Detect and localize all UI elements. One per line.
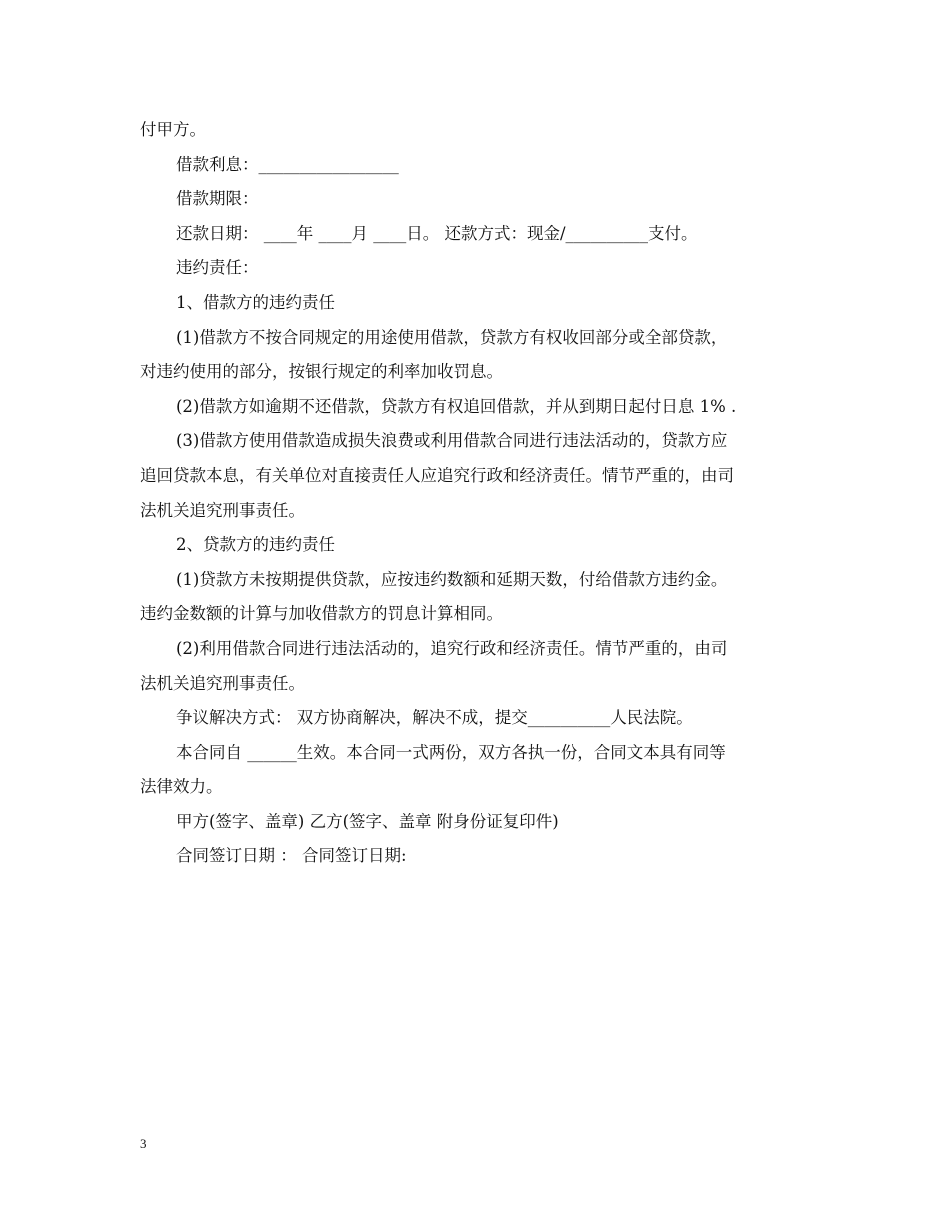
text-line: 付甲方。 [140, 120, 206, 139]
text-line: 本合同自 ______生效。本合同一式两份，双方各执一份，合同文本具有同等 [176, 742, 726, 762]
text-line: (3)借款方使用借款造成损失浪费或利用借款合同进行违法活动的，贷款方应 [176, 431, 728, 451]
text-line: 法机关追究刑事责任。 [140, 500, 305, 520]
text-line: 借款期限： [176, 189, 259, 209]
page-number: 3 [140, 1136, 147, 1151]
text-line: 借款利息：_________________ [176, 154, 399, 174]
text-line: 争议解决方式： 双方协商解决，解决不成，提交__________人民法院。 [176, 708, 693, 728]
text-line: 违约责任： [176, 258, 259, 278]
text-line: 合同签订日期 ： 合同签订日期: [176, 846, 407, 866]
text-line: 法律效力。 [140, 777, 223, 797]
text-line: (1)借款方不按合同规定的用途使用借款，贷款方有权收回部分或全部贷款， [176, 327, 728, 347]
text-line: (2)利用借款合同进行违法活动的，追究行政和经济责任。情节严重的，由司 [176, 638, 728, 658]
text-line: 对违约使用的部分，按银行规定的利率加收罚息。 [140, 362, 503, 382]
document-body [140, 113, 812, 874]
text-line: (1)贷款方未按期提供贷款，应按违约数额和延期天数，付给借款方违约金。 [176, 569, 728, 589]
text-line: 法机关追究刑事责任。 [140, 673, 305, 693]
text-line: 甲方(签字、盖章) 乙方(签字、盖章 附身份证复印件) [176, 811, 559, 831]
text-line: (2)借款方如逾期不还借款，贷款方有权追回借款，并从到期日起付日息 1% . [176, 396, 737, 416]
text-line: 违约金数额的计算与加收借款方的罚息计算相同。 [140, 604, 503, 624]
text-line: 1、借款方的违约责任 [176, 292, 335, 312]
text-line: 2、贷款方的违约责任 [176, 535, 335, 555]
text-line: 还款日期： ____年 ____月 ____日。 还款方式：现金/__________支付。 [176, 223, 698, 243]
text-line: 追回贷款本息，有关单位对直接责任人应追究行政和经济责任。情节严重的，由司 [140, 465, 734, 485]
